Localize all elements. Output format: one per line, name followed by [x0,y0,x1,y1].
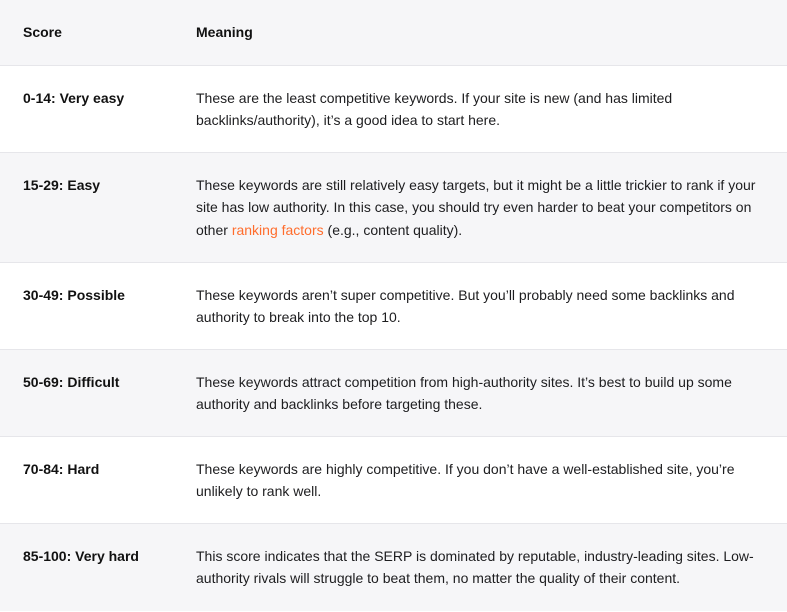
meaning-text-after: (e.g., content quality). [323,221,463,238]
table-row [0,65,787,152]
ranking-factors-link[interactable]: ranking factors [231,221,324,238]
score-meaning: This score indicates that the SERP is dominated by reputable, industry-leading sites. Low-authority rivals will struggle to beat them, no matter the quality of their content. [196,523,787,611]
table-body [0,65,787,611]
table-header [0,0,787,65]
table-row [0,349,787,436]
score-meaning: These keywords attract competition from high-authority sites. It’s best to build up some authority and backlinks before targeting these. [196,349,787,436]
header-meaning: Meaning [196,0,787,65]
score-range: 85-100: Very hard [0,523,196,611]
header-score: Score [0,0,196,65]
score-meaning: These are the least competitive keywords. If your site is new (and has limited backlinks/authority), it’s a good idea to start here. [196,65,787,152]
score-meaning: These keywords are highly competitive. If you don’t have a well-established site, you’re unlikely to rank well. [196,436,787,523]
score-range: 70-84: Hard [0,436,196,523]
score-meaning [196,152,787,262]
score-range: 50-69: Difficult [0,349,196,436]
table-row [0,436,787,523]
table-row [0,152,787,262]
meaning-text-before: These keywords are still relatively easy targets, but it might be a little trickier to rank if your site has low authority. In this case, you should try even harder to beat your competitors on other [196,176,756,238]
score-range: 15-29: Easy [0,152,196,262]
score-range: 0-14: Very easy [0,65,196,152]
score-range: 30-49: Possible [0,262,196,349]
score-meaning: These keywords aren’t super competitive. But you’ll probably need some backlinks and authority to break into the top 10. [196,262,787,349]
table-row [0,523,787,611]
header-row [0,0,787,65]
table-row [0,262,787,349]
